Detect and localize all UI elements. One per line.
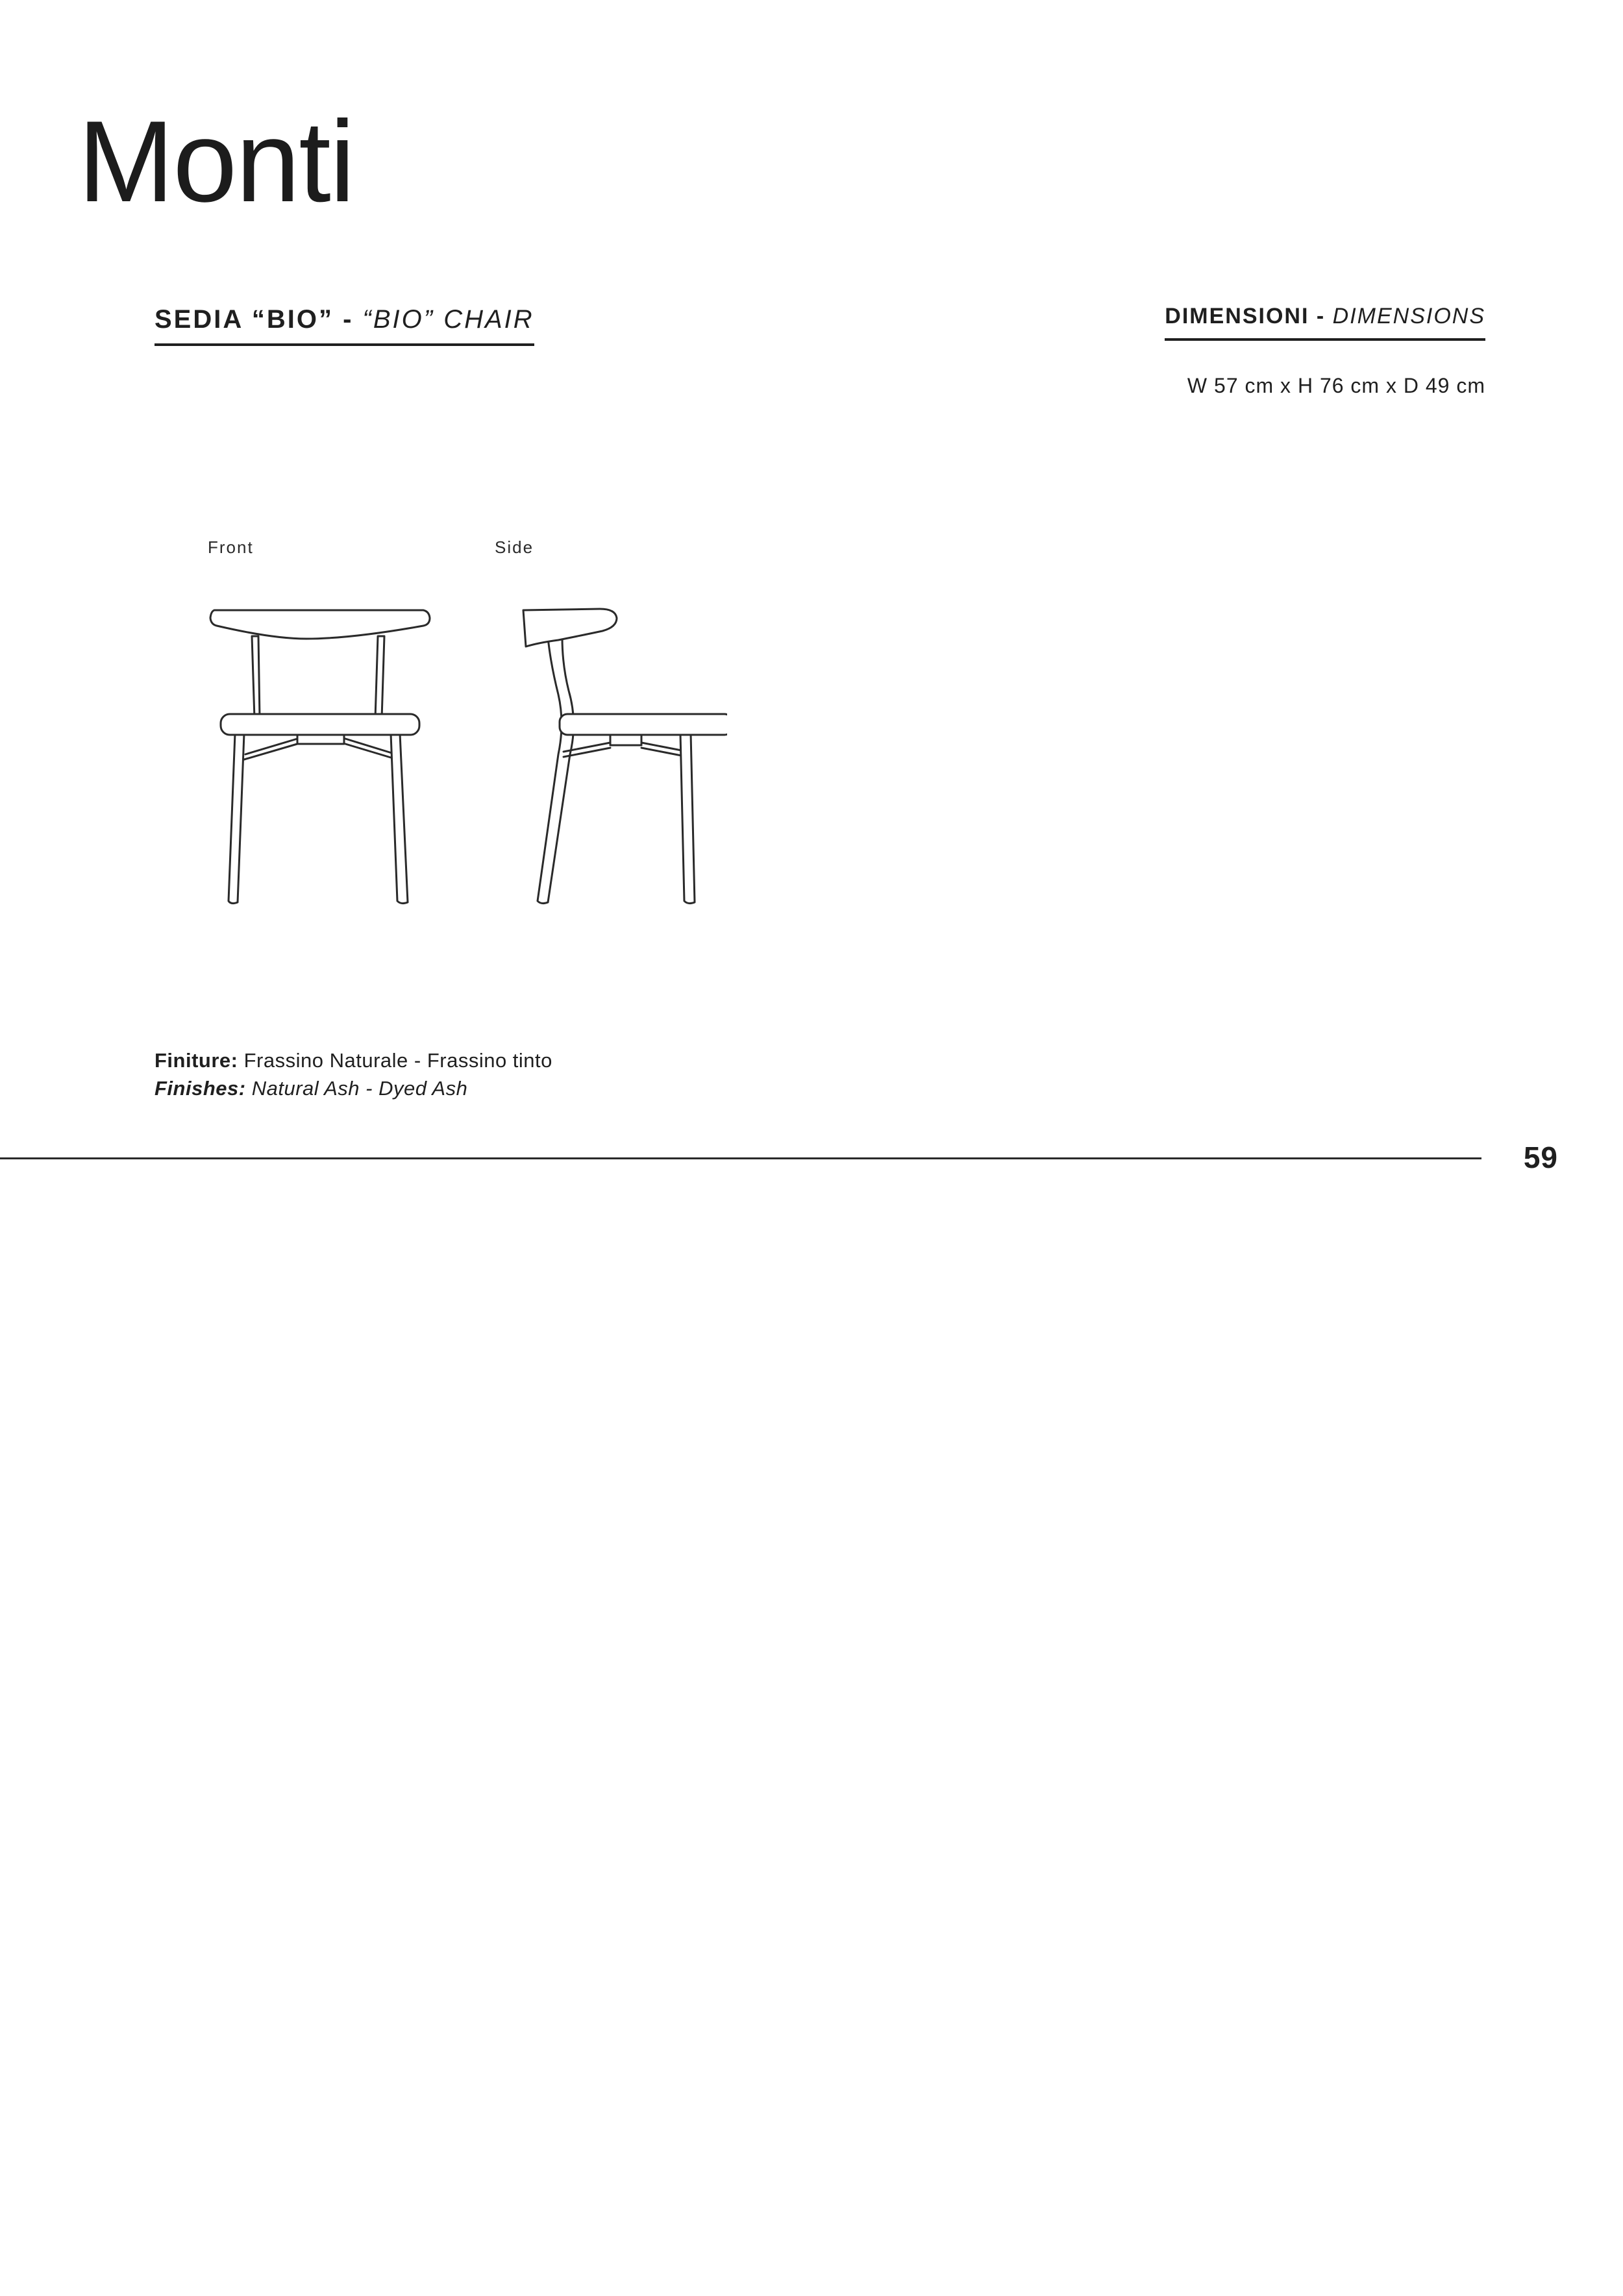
finishes-value-en: Natural Ash - Dyed Ash bbox=[251, 1077, 468, 1100]
front-stretcher-right bbox=[345, 739, 397, 759]
side-rear-leg bbox=[538, 637, 574, 904]
product-name-en: “BIO” CHAIR bbox=[362, 305, 534, 334]
front-leg-right bbox=[391, 734, 408, 904]
dimensions-heading bbox=[1165, 304, 1485, 341]
front-view-label: Front bbox=[208, 537, 254, 557]
front-back-post-right bbox=[375, 636, 384, 719]
dimensions-heading-it: DIMENSIONI - bbox=[1165, 304, 1326, 328]
side-seat bbox=[560, 714, 727, 735]
front-back-post-left bbox=[252, 636, 260, 719]
brand-title: Monti bbox=[78, 97, 354, 226]
dimensions-heading-en: DIMENSIONS bbox=[1332, 304, 1485, 328]
finishes-line-it bbox=[155, 1046, 552, 1074]
side-backrest bbox=[523, 609, 617, 647]
front-seat bbox=[221, 714, 419, 735]
finishes-line-en bbox=[155, 1074, 552, 1102]
finishes-label-en: Finishes: bbox=[155, 1077, 246, 1100]
finishes-label-it: Finiture: bbox=[155, 1049, 238, 1072]
product-name-it: SEDIA “BIO” - bbox=[155, 305, 354, 334]
page-number: 59 bbox=[1523, 1141, 1558, 1174]
front-leg-left bbox=[229, 734, 244, 904]
front-stretcher-left bbox=[244, 739, 297, 759]
front-backrest bbox=[210, 610, 430, 639]
finishes-block bbox=[155, 1046, 552, 1102]
chair-technical-drawing bbox=[195, 584, 727, 922]
side-seat-block bbox=[610, 735, 641, 745]
product-heading bbox=[155, 305, 534, 346]
chair-front-view bbox=[210, 610, 430, 904]
dimensions-value: W 57 cm x H 76 cm x D 49 cm bbox=[1187, 374, 1485, 397]
footer-divider bbox=[0, 1157, 1481, 1159]
chair-side-view bbox=[523, 609, 727, 904]
side-front-leg bbox=[680, 734, 695, 904]
finishes-value-it: Frassino Naturale - Frassino tinto bbox=[243, 1049, 552, 1072]
side-view-label: Side bbox=[495, 537, 534, 557]
